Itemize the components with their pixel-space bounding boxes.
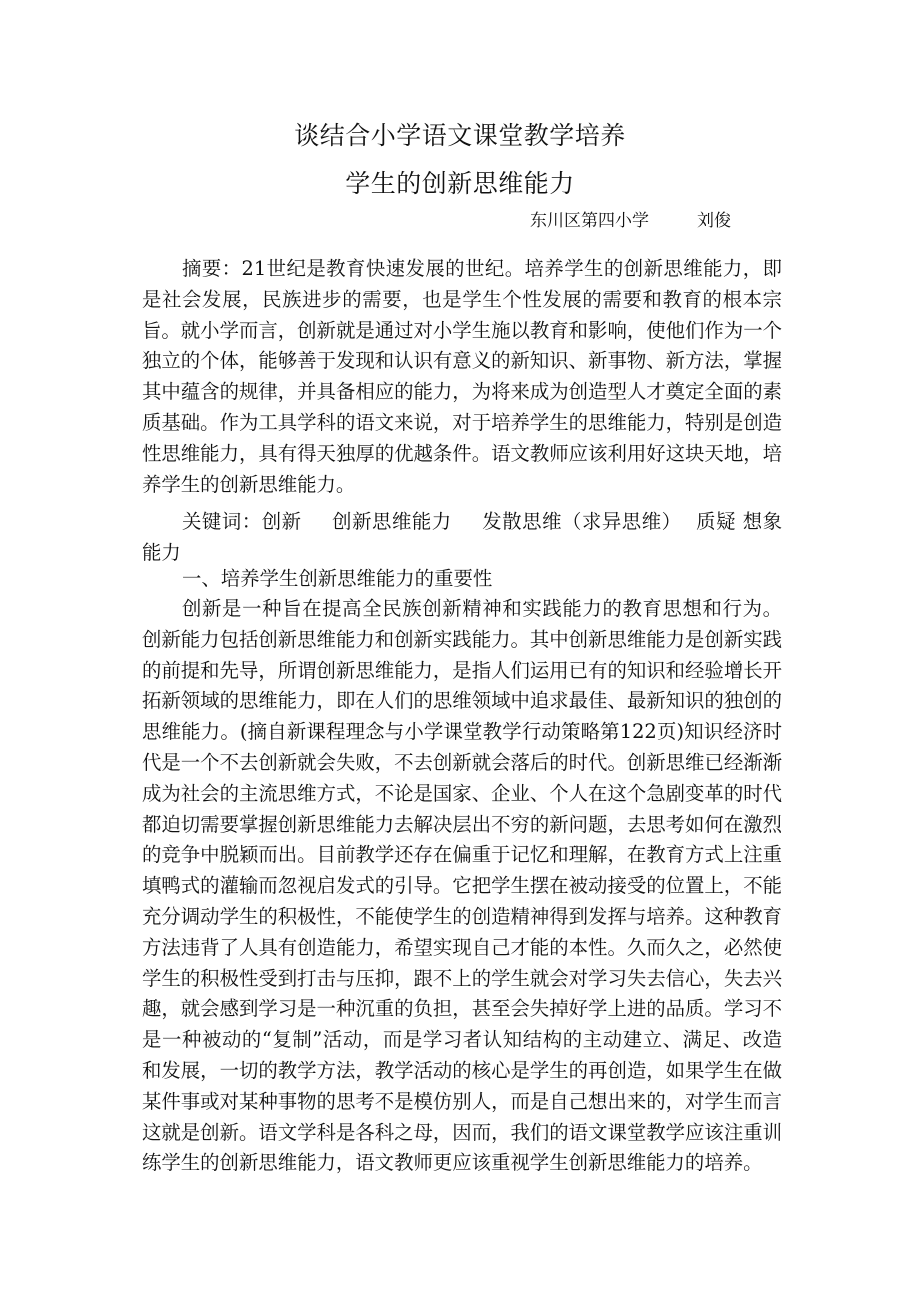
keyword-item: 发散思维（求异思维） xyxy=(481,510,682,533)
keyword-item: 创新 xyxy=(261,510,302,533)
school-name: 东川区第四小学 xyxy=(530,211,649,231)
document-title-line-1: 谈结合小学语文课堂教学培养 xyxy=(294,121,626,150)
document-title-line-2: 学生的创新思维能力 xyxy=(345,169,575,198)
abstract-paragraph: 摘要：21世纪是教育快速发展的世纪。培养学生的创新思维能力，即是社会发展，民族进步的需要，也是学生个性发展的需要和教育的根本宗旨。就小学而言，创新就是通过对小学生施以教育和影响，使他们作为一个独立的个体，能够善于发现和认识有意义的新知识、新事物、新方法，掌握其中蕴含的规律，并具备相应的能力，为将来成为创造型人才奠定全面的素质基础。作为工具学科的语文来说，对于培养学生的思维能力，特别是创造性思维能力，具有得天独厚的优越条件。语文教师应该利用好这块天地，培养学生的创新思维能力。 xyxy=(142,257,782,496)
keyword-item: 创新思维能力 xyxy=(331,510,452,533)
section-heading: 一、培养学生创新思维能力的重要性 xyxy=(182,567,493,590)
byline xyxy=(530,210,731,232)
author-name: 刘俊 xyxy=(697,211,731,231)
keyword-item: 质疑 xyxy=(695,510,737,533)
keywords-line xyxy=(142,507,782,569)
body-paragraph: 创新是一种旨在提高全民族创新精神和实践能力的教育思想和行为。创新能力包括创新思维能力和创新实践能力。其中创新思维能力是创新实践的前提和先导，所谓创新思维能力，是指人们运用已有的知识和经验增长开拓新领域的思维能力，即在人们的思维领域中追求最佳、最新知识的独创的思维能力。(摘自新课程理念与小学课堂教学行动策略第122页)知识经济时代是一个不去创新就会失败，不去创新就会落后的时代。创新思维已经渐渐成为社会的主流思维方式，不论是国家、企业、个人在这个急剧变革的时代都迫切需要掌握创新思维能力去解决层出不穷的新问题，去思考如何在激烈的竞争中脱颖而出。目前教学还存在偏重于记忆和理解，在教育方式上注重填鸭式的灌输而忽视启发式的引导。它把学生摆在被动接受的位置上，不能充分调动学生的积极性，不能使学生的创造精神得到发挥与培养。这种教育方法违背了人具有创造能力，希望实现自己才能的本性。久而久之，必然使学生的积极性受到打击与压抑，跟不上的学生就会对学习失去信心，失去兴趣，就会感到学习是一种沉重的负担，甚至会失掉好学上进的品质。学习不是一种被动的“复制”活动，而是学习者认知结构的主动建立、满足、改造和发展，一切的教学方法，教学活动的核心是学生的再创造，如果学生在做某件事或对某种事物的思考不是模仿别人，而是自己想出来的，对学生而言这就是创新。语文学科是各科之母，因而，我们的语文课堂教学应该注重训练学生的创新思维能力，语文教师更应该重视学生创新思维能力的培养。 xyxy=(142,597,782,1175)
keywords-label: 关键词： xyxy=(182,510,262,533)
keyword-item: 想象能力 xyxy=(142,510,783,564)
